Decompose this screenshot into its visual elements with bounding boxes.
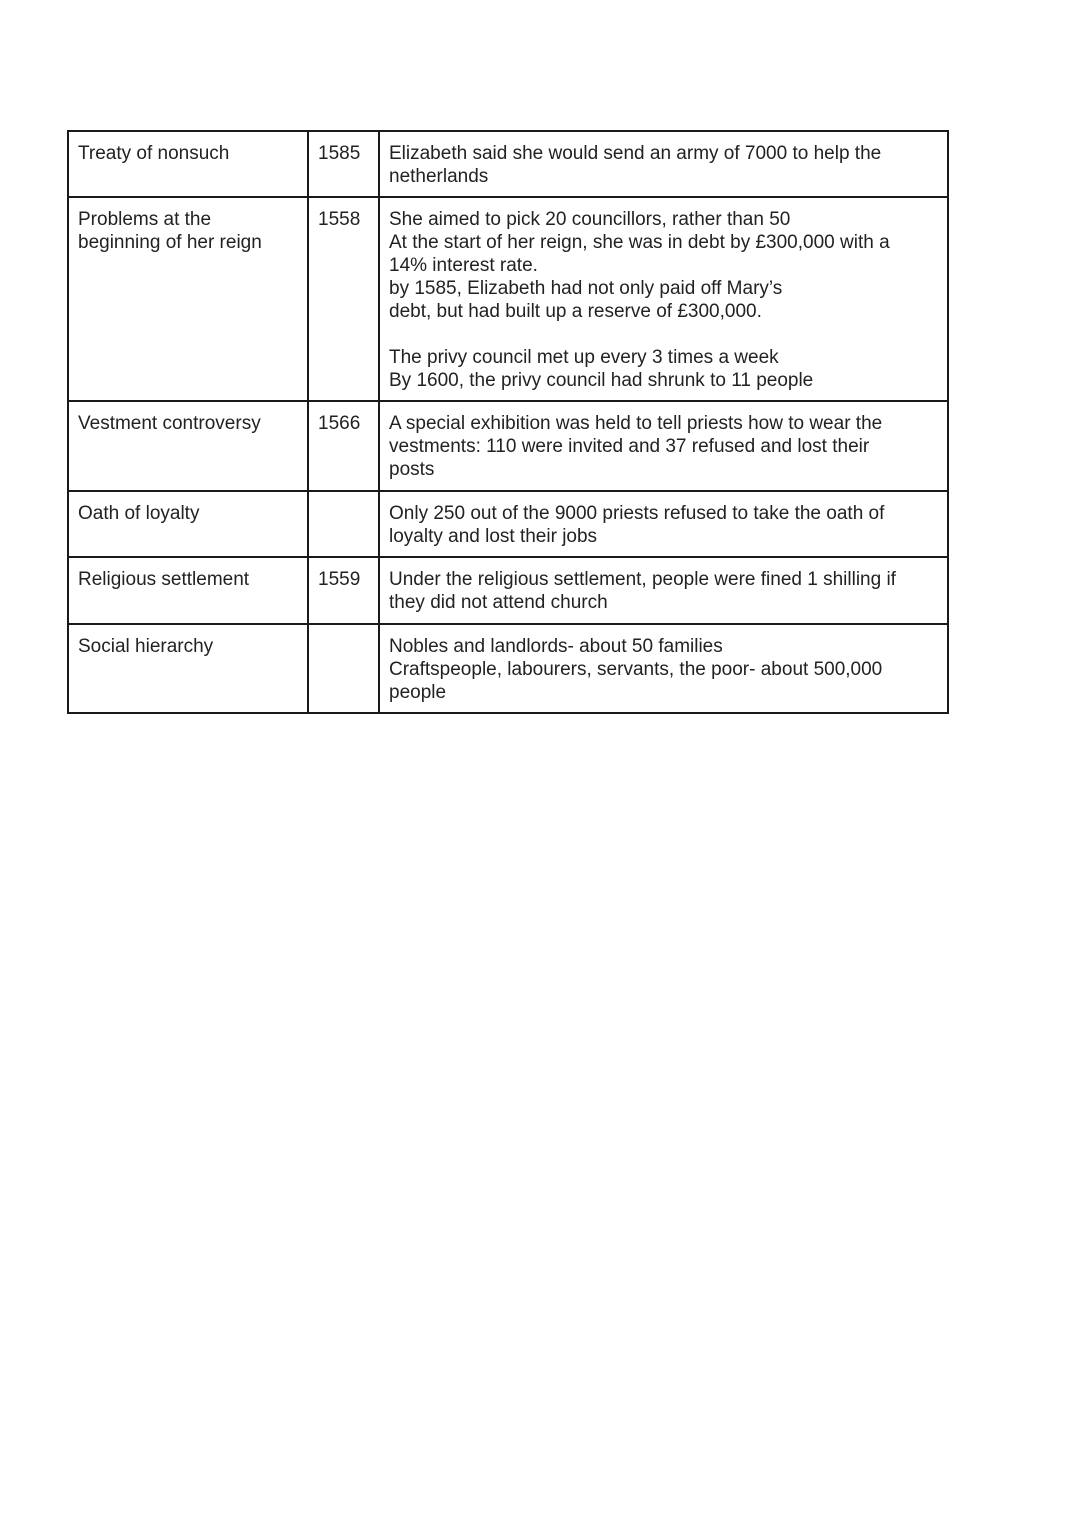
- year-text: 1558: [318, 209, 361, 230]
- detail-line: vestments: 110 were invited and 37 refused and lost their: [389, 436, 870, 457]
- detail-line: Under the religious settlement, people were fined 1 shilling if: [389, 569, 896, 590]
- detail-cell: [379, 131, 948, 197]
- detail-line: She aimed to pick 20 councillors, rather than 50: [389, 209, 791, 230]
- detail-line: netherlands: [389, 166, 489, 187]
- detail-line: they did not attend church: [389, 592, 608, 613]
- topic-text: Oath of loyalty: [78, 503, 200, 524]
- detail-line: by 1585, Elizabeth had not only paid off Mary’s: [389, 278, 783, 299]
- table-row: [68, 557, 948, 624]
- topic-text: Problems at the: [78, 209, 212, 230]
- topic-cell: [68, 624, 308, 713]
- detail-line: posts: [389, 459, 435, 480]
- detail-line: 14% interest rate.: [389, 255, 538, 276]
- topic-cell: [68, 131, 308, 197]
- detail-line: Craftspeople, labourers, servants, the poor- about 500,000: [389, 659, 883, 680]
- year-cell: [308, 557, 379, 624]
- detail-line: people: [389, 682, 447, 703]
- year-text: 1566: [318, 413, 361, 434]
- table-row: [68, 491, 948, 557]
- year-cell: [308, 624, 379, 713]
- detail-cell: [379, 197, 948, 401]
- year-cell: [308, 131, 379, 197]
- year-text: 1585: [318, 143, 361, 164]
- topic-cell: [68, 491, 308, 557]
- year-cell: [308, 197, 379, 401]
- year-cell: [308, 401, 379, 491]
- table-row: [68, 197, 948, 401]
- detail-cell: [379, 557, 948, 624]
- detail-line: Nobles and landlords- about 50 families: [389, 636, 723, 657]
- detail-line: Only 250 out of the 9000 priests refused to take the oath of: [389, 503, 885, 524]
- detail-line: debt, but had built up a reserve of £300,000.: [389, 301, 762, 322]
- topic-text: Religious settlement: [78, 569, 250, 590]
- detail-line: A special exhibition was held to tell priests how to wear the: [389, 413, 883, 434]
- paragraph-gap: [389, 323, 938, 346]
- detail-line: By 1600, the privy council had shrunk to 11 people: [389, 370, 814, 391]
- year-cell: [308, 491, 379, 557]
- detail-line: loyalty and lost their jobs: [389, 526, 598, 547]
- revision-table: [67, 130, 949, 714]
- document-page: [67, 130, 947, 714]
- table-row: [68, 624, 948, 713]
- topic-text: Treaty of nonsuch: [78, 143, 230, 164]
- detail-cell: [379, 401, 948, 491]
- detail-line: At the start of her reign, she was in debt by £300,000 with a: [389, 232, 890, 253]
- detail-cell: [379, 491, 948, 557]
- table-row: [68, 401, 948, 491]
- detail-line: The privy council met up every 3 times a week: [389, 347, 779, 368]
- detail-line: Elizabeth said she would send an army of 7000 to help the: [389, 143, 882, 164]
- topic-cell: [68, 557, 308, 624]
- table-row: [68, 131, 948, 197]
- topic-text: Vestment controversy: [78, 413, 261, 434]
- year-text: 1559: [318, 569, 361, 590]
- topic-cell: [68, 401, 308, 491]
- topic-text: beginning of her reign: [78, 232, 262, 253]
- topic-cell: [68, 197, 308, 401]
- topic-text: Social hierarchy: [78, 636, 214, 657]
- detail-cell: [379, 624, 948, 713]
